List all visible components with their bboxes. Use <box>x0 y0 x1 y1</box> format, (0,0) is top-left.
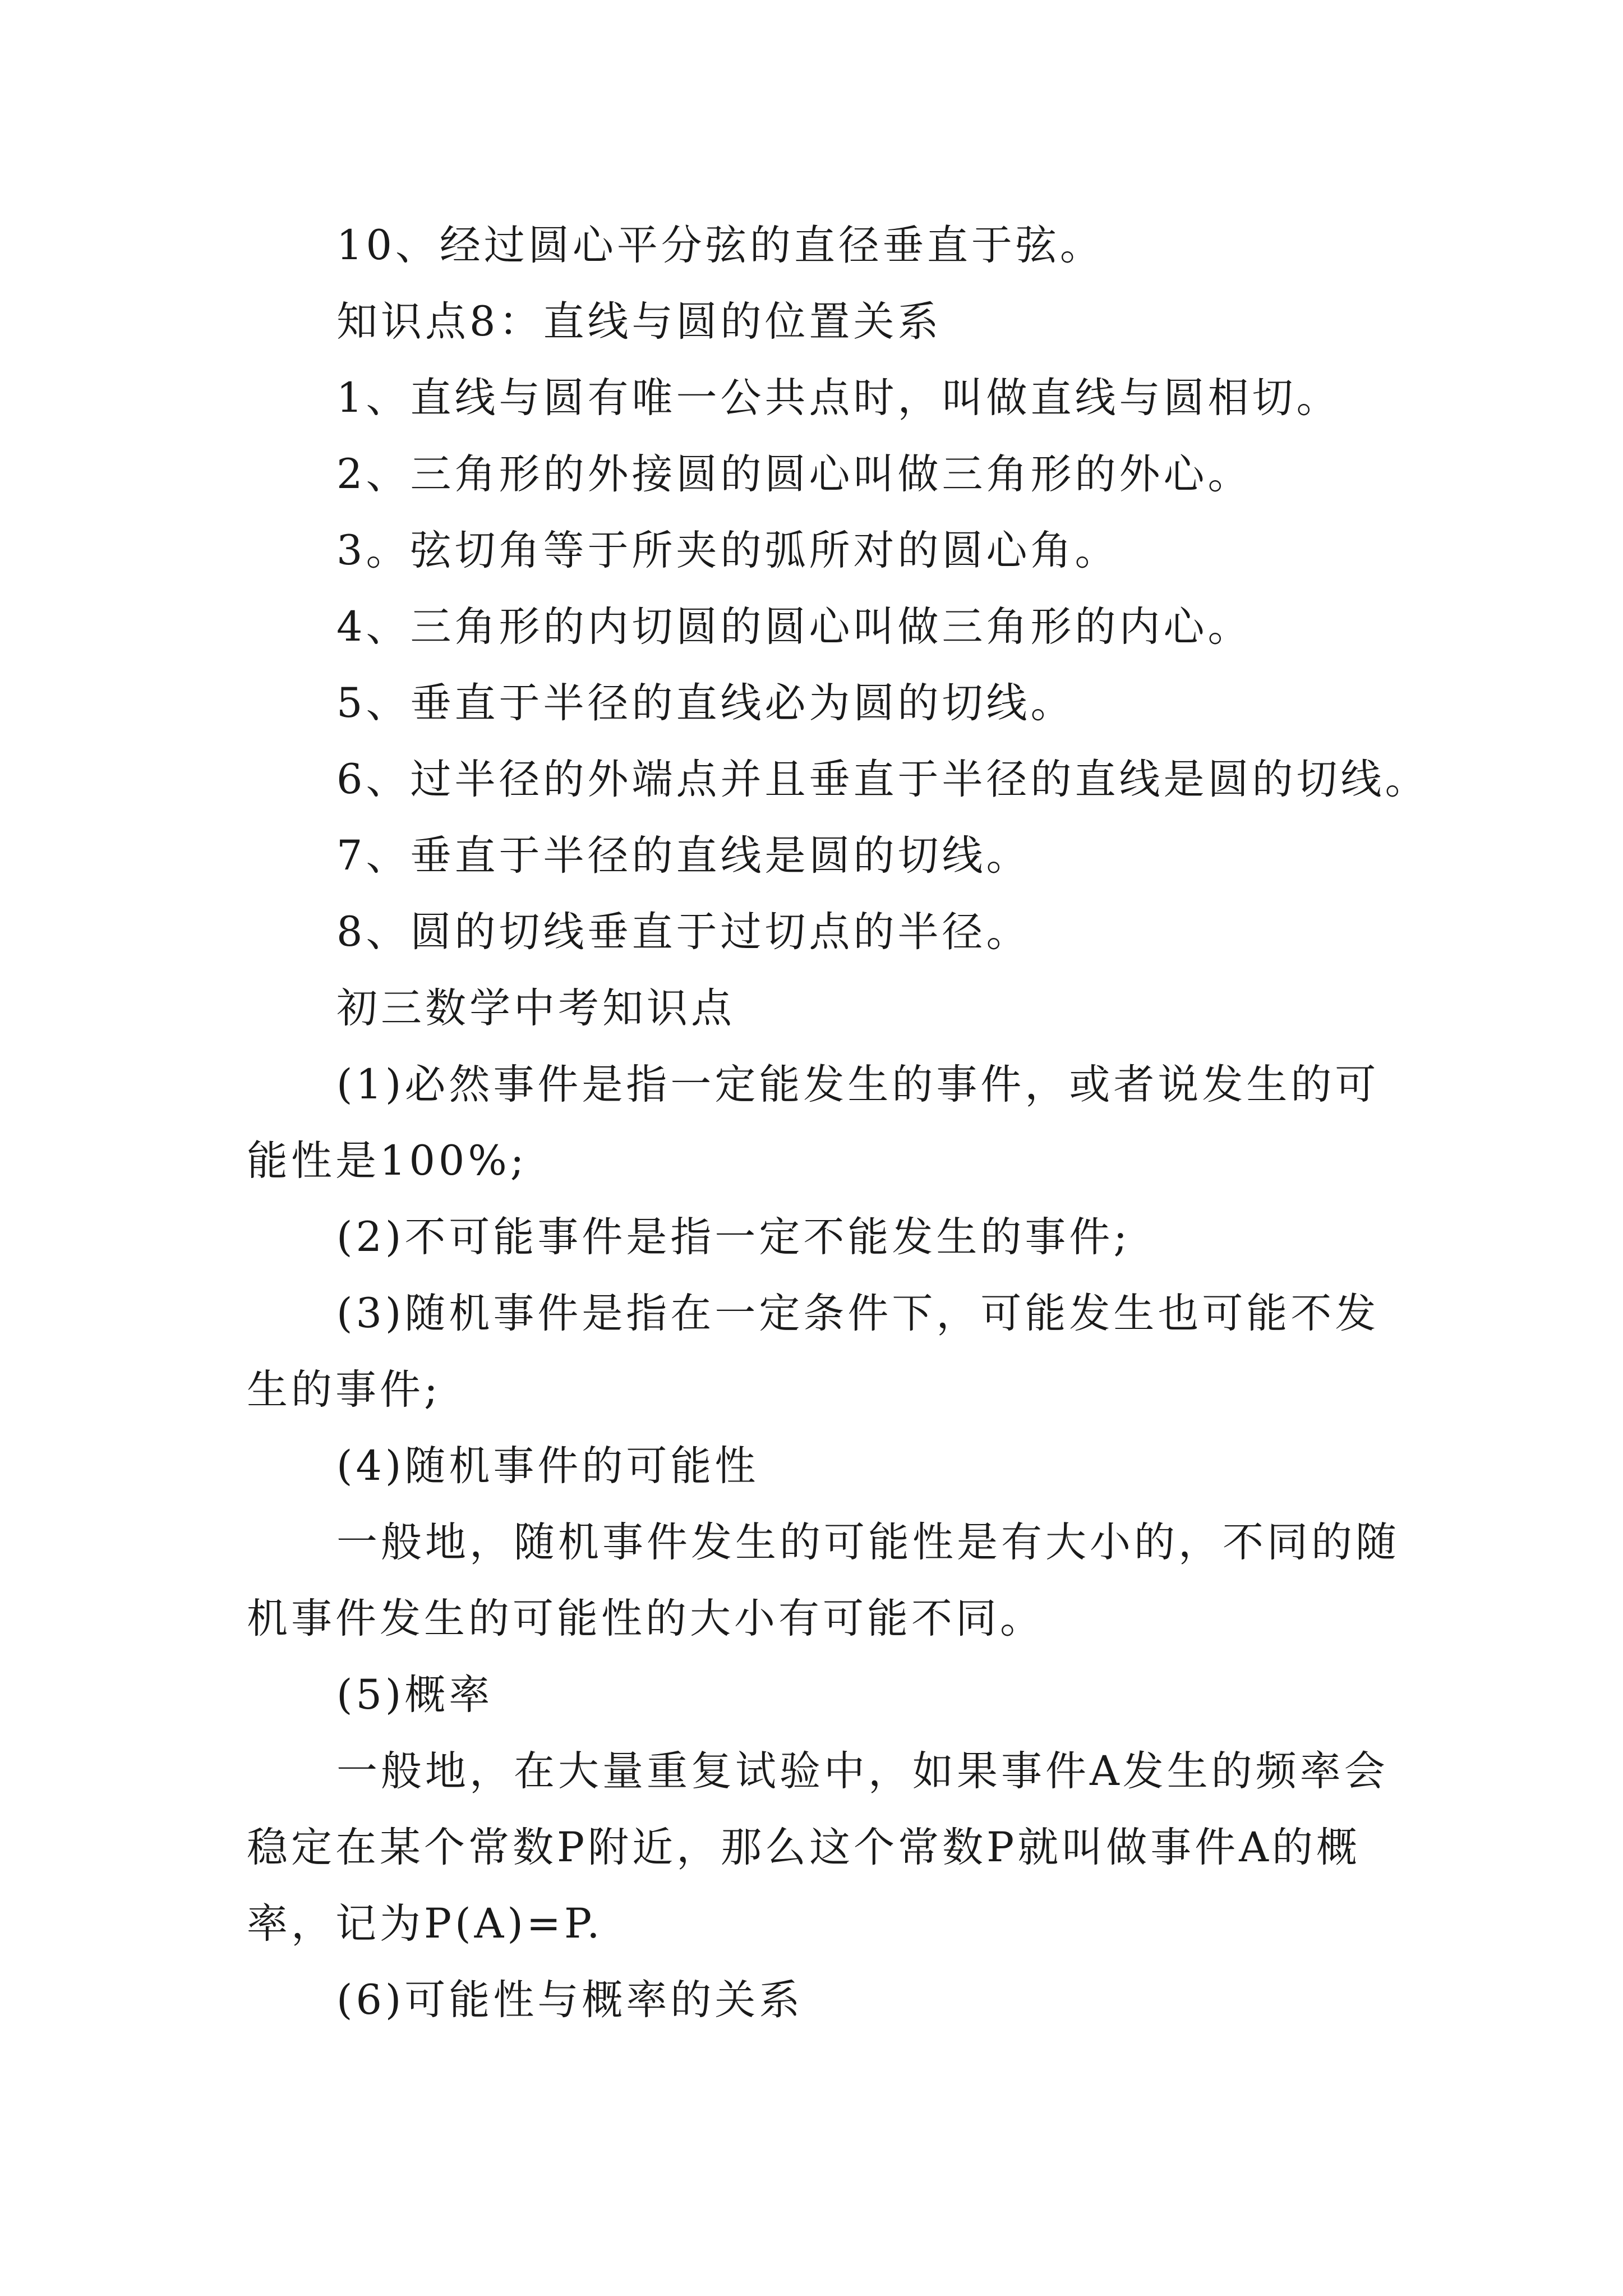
section-heading: 初三数学中考知识点 <box>336 984 735 1032</box>
paragraph: 5、垂直于半径的直线必为圆的切线。 <box>336 679 1075 727</box>
paragraph: (2)不可能事件是指一定不能发生的事件; <box>336 1213 1131 1261</box>
paragraph: 8、圆的切线垂直于过切点的半径。 <box>336 908 1031 956</box>
document-body <box>247 208 1430 2039</box>
paragraph: 6、过半径的外端点并且垂直于半径的直线是圆的切线。 <box>336 756 1430 803</box>
paragraph: (5)概率 <box>336 1671 494 1719</box>
paragraph: (3)随机事件是指在一定条件下，可能发生也可能不发生的事件; <box>247 1290 1380 1414</box>
paragraph: 1、直线与圆有唯一公共点时，叫做直线与圆相切。 <box>336 374 1341 422</box>
paragraph: 7、垂直于半径的直线是圆的切线。 <box>336 832 1031 880</box>
paragraph: (4)随机事件的可能性 <box>336 1442 759 1490</box>
paragraph: 3。弦切角等于所夹的弧所对的圆心角。 <box>336 527 1119 574</box>
paragraph: 10、经过圆心平分弦的直径垂直于弦。 <box>336 222 1104 269</box>
paragraph: 2、三角形的外接圆的圆心叫做三角形的外心。 <box>336 450 1252 498</box>
paragraph: (1)必然事件是指一定能发生的事件，或者说发生的可能性是100%; <box>247 1061 1380 1185</box>
paragraph: 一般地，在大量重复试验中，如果事件A发生的频率会稳定在某个常数P附近，那么这个常数P就叫做事件A的概率，记为P(A)=P. <box>247 1747 1389 1948</box>
paragraph: (6)可能性与概率的关系 <box>336 1976 804 2024</box>
paragraph: 一般地，随机事件发生的可能性是有大小的，不同的随机事件发生的可能性的大小有可能不同。 <box>247 1519 1400 1642</box>
section-heading: 知识点8：直线与圆的位置关系 <box>336 298 942 346</box>
paragraph: 4、三角形的内切圆的圆心叫做三角形的内心。 <box>336 603 1252 651</box>
